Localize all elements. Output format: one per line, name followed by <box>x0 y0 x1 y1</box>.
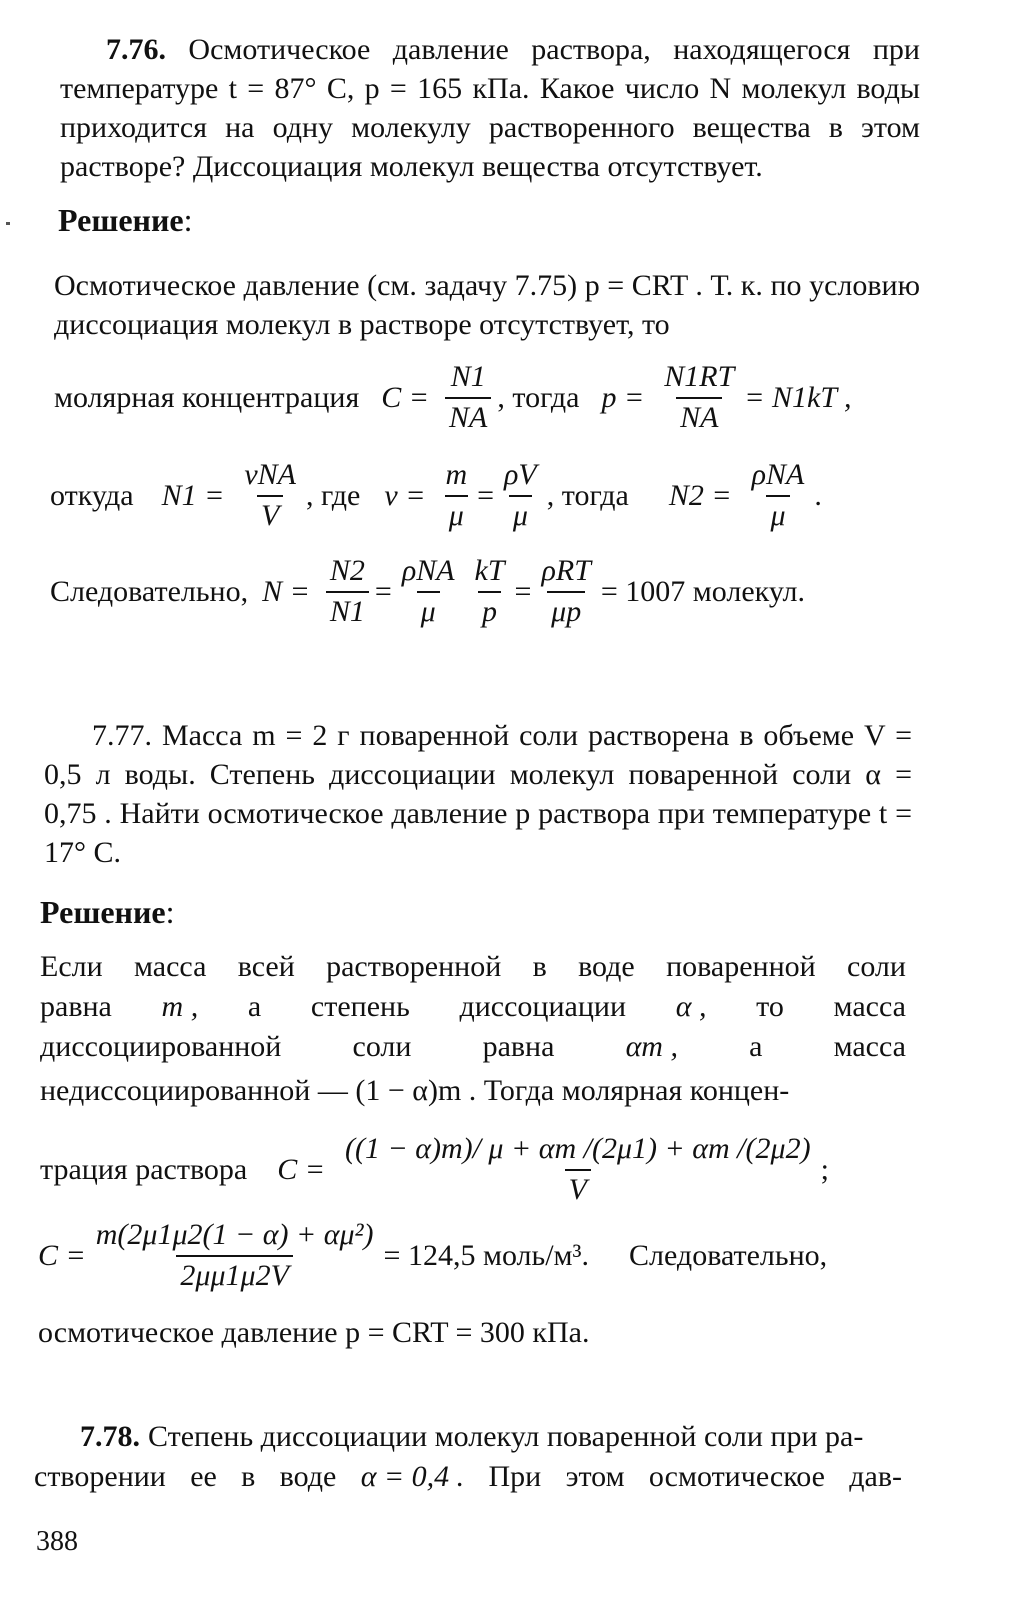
solution-heading: Решение: <box>58 202 193 238</box>
scan-speck <box>6 222 10 225</box>
fraction: $\frac{\rho V}{\mu}$ <box>504 458 537 532</box>
problem-7-77 <box>44 716 912 872</box>
fraction: $\frac{N1RT}{NA}$ <box>664 360 735 434</box>
problem-number: 7.77. <box>92 719 152 752</box>
fraction: $\frac{\text{m(2μ1μ2(1 − α) + αμ²)}}{2\mu\mu 1\mu 2V}$ <box>95 1218 374 1292</box>
formula-line-result: Следовательно, N = $\frac{N2}{N1}$ = $\frac{\text{ρNA}}{\mu}$ $\frac{kT}{p}$ = $\frac{\text{ρRT}}{\mu p}$ = 1007 молекул. <box>50 554 805 628</box>
text-line: недиссоциированной — (1 − α)m . Тогда молярная концен- <box>40 1074 790 1107</box>
problem-number: 7.78. <box>80 1420 140 1453</box>
fraction: $\frac{\text{ρRT}}{\mu p}$ <box>541 554 591 628</box>
text-line: равна m , а степень диссоциации α , то масса <box>40 990 906 1023</box>
fraction: $\frac{\text{ρNA}}{\mu}$ <box>401 554 455 628</box>
solution-heading: Решение: <box>40 894 175 930</box>
page-number: 388 <box>36 1526 78 1557</box>
text-line: створении ее в воде α = 0,4 . При этом осмотическое дав- <box>34 1460 902 1493</box>
text-line: Если масса всей растворенной в воде поваренной соли <box>40 950 906 983</box>
fraction: $\frac{((1 - \alpha)m)/ \mu + \alpha m /(2\mu 1) + \alpha m /(2\mu 2)}{V}$ <box>344 1132 811 1206</box>
text-line: осмотическое давление p = CRT = 300 кПа. <box>38 1316 590 1349</box>
problem-text: Масса m = 2 г поваренной соли растворена в объеме V = 0,5 л воды. Степень диссоциации молекул поваренной соли α = 0,75 . Найти осмотическое давление p раствора при температуре t = 17° C. <box>44 719 913 869</box>
fraction: $\frac{m}{\mu}$ <box>445 458 468 532</box>
fraction: $\frac{N2}{N1}$ <box>326 554 369 629</box>
problem-7-78: 7.78. Степень диссоциации молекул поваренной соли при ра- <box>80 1420 864 1453</box>
problem-7-76 <box>60 30 920 186</box>
solution-intro: Осмотическое давление (см. задачу 7.75) p = CRT . Т. к. по условию диссоциация молекул в растворе отсутствует, то <box>54 269 920 341</box>
fraction: $\frac{\text{ρNA}}{\mu}$ <box>751 458 805 532</box>
fraction: $\frac{\text{νNA}}{V}$ <box>244 458 296 532</box>
formula-line-concentration: молярная концентрация C = $\frac{N1}{NA}$ , тогда p = $\frac{N1RT}{NA}$ = N1kT , <box>54 360 852 434</box>
problem-number: 7.76. <box>106 33 166 66</box>
formula-line-concentration: трация раствора C = $\frac{((1 - \alpha)m)/ \mu + \alpha m /(2\mu 1) + \alpha m /(2\mu 2)}{V}$ ; <box>40 1132 829 1206</box>
fraction: $\frac{kT}{p}$ <box>474 554 505 628</box>
fraction: $\frac{N1}{NA}$ <box>445 360 491 435</box>
problem-text: Осмотическое давление раствора, находящегося при температуре t = 87° C, p = 165 кПа. Какое число N молекул воды приходится на одну молекулу растворенного вещества в этом растворе? Диссоциация молекул вещества отсутствует. <box>60 33 920 183</box>
formula-line-n1: откуда N1 = $\frac{\text{νNA}}{V}$ , где ν = $\frac{m}{\mu}$ = $\frac{\rho V}{\mu}$ , тогда N2 = $\frac{\text{ρNA}}{\mu}$ . <box>50 458 822 532</box>
text-line: диссоциированной соли равна αm , а масса <box>40 1030 906 1063</box>
formula-line-result: C = $\frac{\text{m(2μ1μ2(1 − α) + αμ²)}}{2\mu\mu 1\mu 2V}$ = 124,5 моль/м³. Следовательно, <box>38 1218 828 1292</box>
